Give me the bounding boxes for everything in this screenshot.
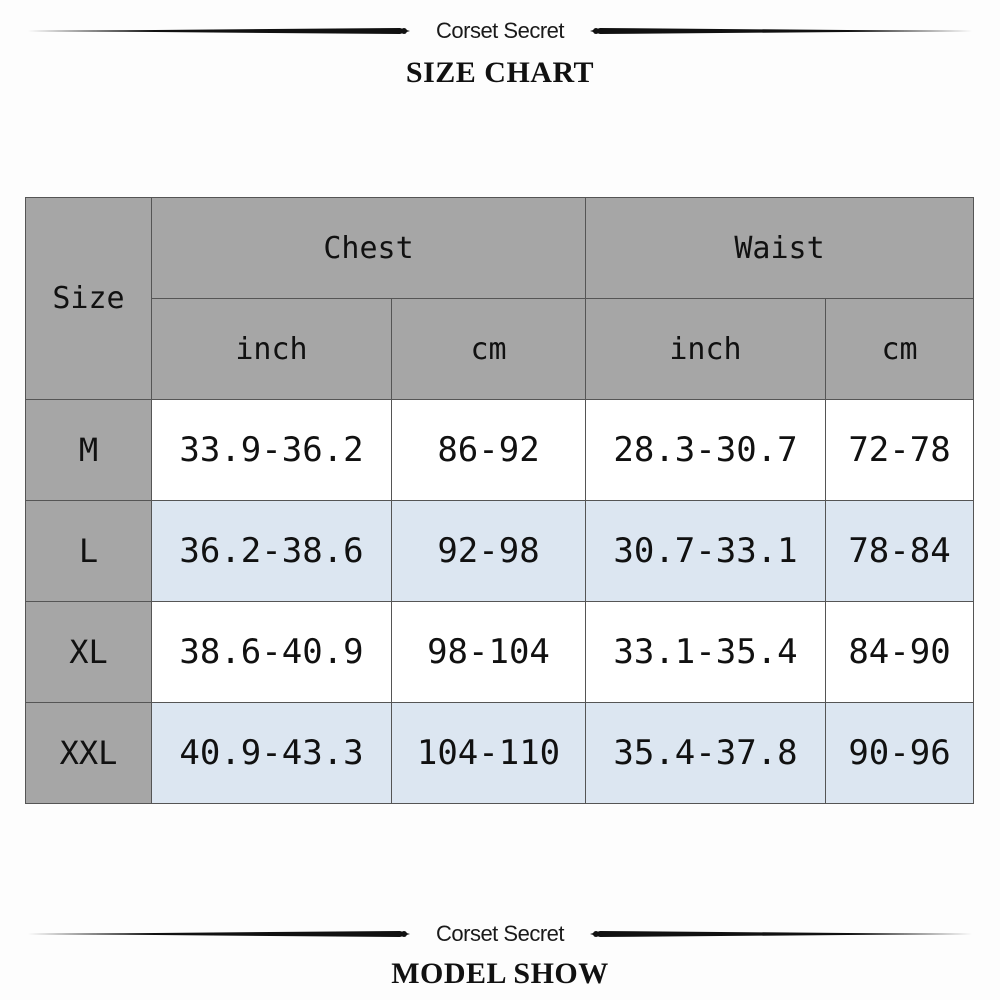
size-cell: XXL [26, 703, 152, 804]
table-row [26, 703, 974, 804]
waist-inch-cell: 28.3-30.7 [586, 400, 826, 501]
size-cell: XL [26, 602, 152, 703]
unit-header-row [26, 299, 974, 400]
chest-cm-cell: 86-92 [392, 400, 586, 501]
chest-inch-cell: 40.9-43.3 [152, 703, 392, 804]
chest-header: Chest [152, 198, 586, 299]
table-row [26, 400, 974, 501]
waist-inch-header: inch [586, 299, 826, 400]
size-chart-table [25, 197, 974, 804]
chest-inch-cell: 36.2-38.6 [152, 501, 392, 602]
size-cell: L [26, 501, 152, 602]
chest-cm-cell: 98-104 [392, 602, 586, 703]
waist-cm-cell: 72-78 [826, 400, 974, 501]
group-header-row [26, 198, 974, 299]
waist-cm-cell: 78-84 [826, 501, 974, 602]
brand-logo: Corset Secret [436, 18, 564, 43]
chest-cm-cell: 104-110 [392, 703, 586, 804]
section-title: MODEL SHOW [391, 957, 609, 990]
waist-cm-cell: 90-96 [826, 703, 974, 804]
waist-cm-cell: 84-90 [826, 602, 974, 703]
chest-inch-cell: 33.9-36.2 [152, 400, 392, 501]
waist-inch-cell: 33.1-35.4 [586, 602, 826, 703]
waist-inch-cell: 35.4-37.8 [586, 703, 826, 804]
size-cell: M [26, 400, 152, 501]
waist-cm-header: cm [826, 299, 974, 400]
page-title: SIZE CHART [405, 56, 595, 89]
table-row [26, 602, 974, 703]
waist-header: Waist [586, 198, 974, 299]
waist-inch-cell: 30.7-33.1 [586, 501, 826, 602]
chest-cm-header: cm [392, 299, 586, 400]
chest-cm-cell: 92-98 [392, 501, 586, 602]
table-row [26, 501, 974, 602]
chest-inch-header: inch [152, 299, 392, 400]
size-header: Size [26, 198, 152, 400]
chest-inch-cell: 38.6-40.9 [152, 602, 392, 703]
footer-brand-logo: Corset Secret [436, 921, 564, 946]
